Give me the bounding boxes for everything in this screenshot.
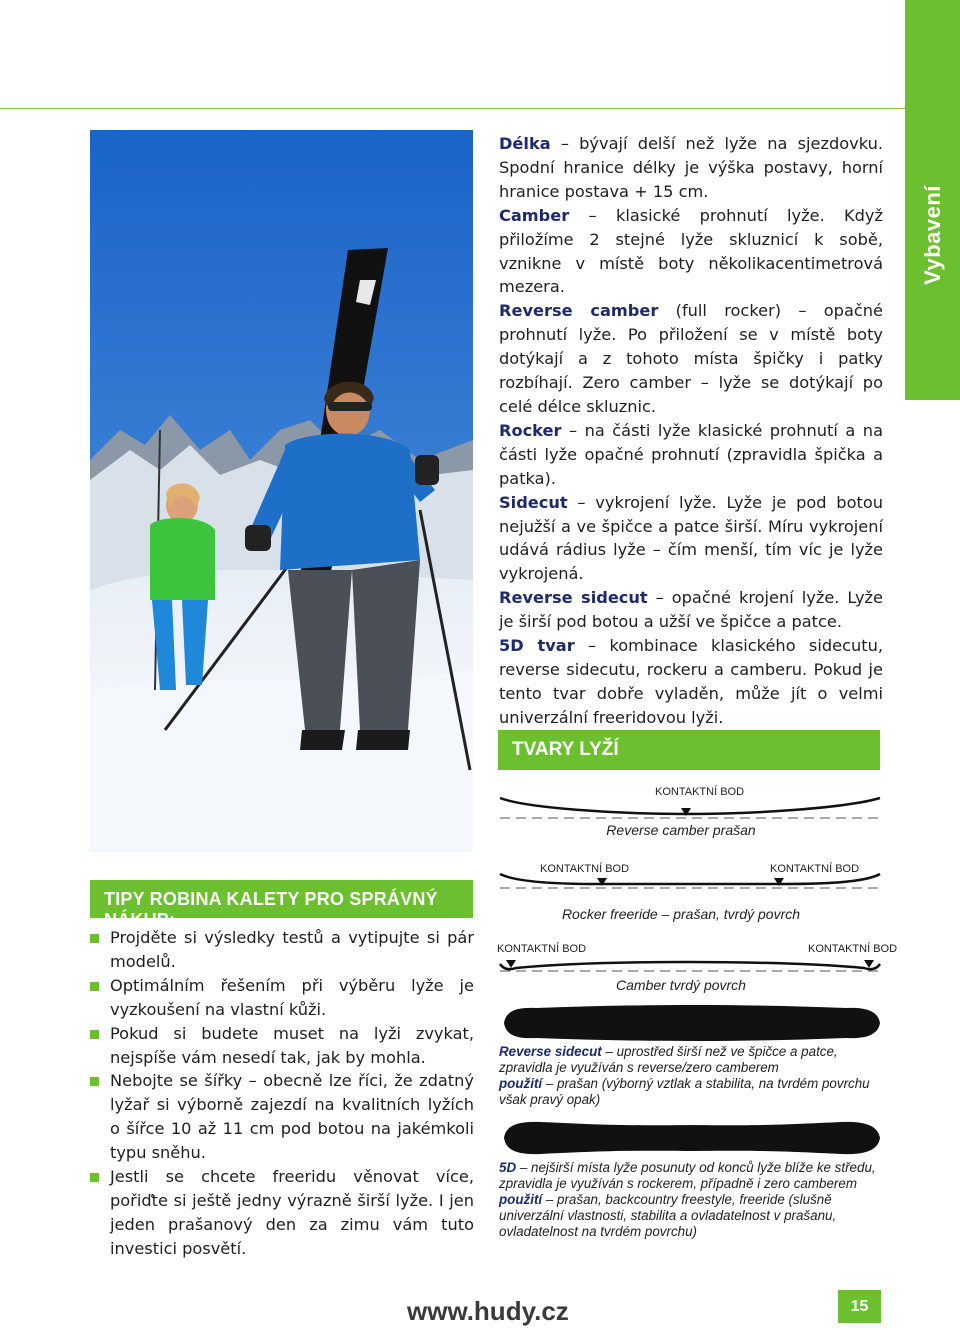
bullet-square-icon xyxy=(90,1030,99,1039)
term-sidecut: Sidecut xyxy=(499,492,568,512)
definition-sidecut xyxy=(499,491,883,587)
contact-point-label: KONTAKTNÍ BOD xyxy=(808,943,898,955)
term-reverse-camber: Reverse camber xyxy=(499,301,659,321)
reverse-sidecut-description xyxy=(499,1044,879,1108)
term-delka: Délka xyxy=(499,134,551,153)
term-reverse-sidecut: Reverse sidecut xyxy=(499,1044,602,1059)
definitions-column xyxy=(499,132,883,730)
tips-list xyxy=(90,926,474,1261)
definition-rocker xyxy=(499,419,883,491)
reverse-camber-caption: Reverse camber prašan xyxy=(606,822,756,838)
list-item xyxy=(90,1069,474,1165)
term-usage: použití xyxy=(499,1192,543,1207)
ski-profile xyxy=(500,874,880,884)
reverse-camber-diagram xyxy=(496,794,886,824)
term-5d: 5D tvar xyxy=(499,636,575,656)
ski-profile xyxy=(500,962,880,969)
contact-point-label: KONTAKTNÍ BOD xyxy=(770,863,860,875)
term-camber: Camber xyxy=(499,205,570,225)
tip-text: Nebojte se šířky – obecně lze říci, že zdatný lyžař si výborně zajezdí na kvalitních lyžích o šířce 10 až 11 cm pod botou na jakémkoli typu sněhu. xyxy=(110,1071,474,1163)
footer-url[interactable]: www.hudy.cz xyxy=(407,1296,569,1326)
section-heading: TVARY LYŽÍ xyxy=(512,739,619,760)
bullet-square-icon xyxy=(90,1077,99,1086)
definition-camber xyxy=(499,204,883,300)
definition-text: (full rocker) – opačné prohnutí lyže. Po přiložení se v místě boty dotýkají a z tohoto místa špičky i patky rozbíhají. Zero camber – lyže se dotýkají po celé délce skluznic. xyxy=(499,301,883,416)
definition-text: – bývají delší než lyže na sjezdovku. Spodní hranice délky je výška postavy, horní hranice postava + 15 cm. xyxy=(499,134,883,201)
contact-point-label: KONTAKTNÍ BOD xyxy=(540,863,630,875)
definition-text: – kombinace klasického sidecutu, reverse sidecutu, rockeru a camberu. Pokud je tento tvar dobře vyladěn, může jít o velmi univerzální freeridovou lyži. xyxy=(499,636,883,727)
term-rocker: Rocker xyxy=(499,420,562,440)
section-tab-label: Vybavení xyxy=(919,185,945,285)
definition-text: – vykrojení lyže. Lyže je pod botou nejužší a ve špičce a patce širší. Míru vykrojení udává rádius lyže – čím menší, tím víc je lyže vykrojená. xyxy=(499,492,883,584)
ski-outline xyxy=(504,1005,880,1041)
tips-heading-bar xyxy=(90,880,473,930)
description-text: – nejširší místa lyže posunuty od konců lyže blíže ke středu, zpravidla je využíván s rockerem, případně i zero camberem xyxy=(499,1160,876,1191)
definition-text: – na části lyže klasické prohnutí a na části lyže opačné prohnutí (zpravidla špička a patka). xyxy=(499,420,883,488)
header-rule xyxy=(0,108,905,109)
camber-caption: Camber tvrdý povrch xyxy=(616,977,746,993)
contact-point-marker xyxy=(506,960,516,968)
contact-point-label: KONTAKTNÍ BOD xyxy=(655,786,745,798)
reverse-sidecut-ski-shape xyxy=(496,1003,886,1043)
usage-text: – prašan (výborný vztlak a stabilita, na tvrdém povrchu však pravý opak) xyxy=(499,1076,870,1107)
list-item xyxy=(90,926,474,974)
tips-heading: TIPY ROBINA KALETY PRO SPRÁVNÝ NÁKUP: xyxy=(104,889,438,930)
description-text: – uprostřed širší než ve špičce a patce, zpravidla je využíván s reverse/zero camberem xyxy=(499,1044,838,1075)
definition-text: – opačné krojení lyže. Lyže je širší pod botou a užší ve špičce a patce. xyxy=(499,588,883,632)
tip-text: Jestli se chcete freeridu věnovat více, pořiďte si ještě jedny výrazně širší lyže. I jen jeden prašanový den za zimu vám tuto investici posvětí. xyxy=(110,1167,474,1258)
5d-description xyxy=(499,1160,879,1240)
tip-text: Pokud si budete muset na lyži zvykat, nejspíše vám nesedí tak, jak by mohla. xyxy=(110,1023,474,1067)
page-number: 15 xyxy=(838,1290,881,1323)
usage-text: – prašan, backcountry freestyle, freeride (slušně univerzální vlastnosti, stabilita a ovladatelnost v prašanu, ovladatelnost na tvrdém povrchu) xyxy=(499,1192,837,1239)
list-item xyxy=(90,1022,474,1070)
tip-text: Projděte si výsledky testů a vytipujte si pár modelů. xyxy=(110,928,474,971)
ski-profile xyxy=(500,798,880,814)
definition-reverse-camber xyxy=(499,299,883,419)
rocker-diagram xyxy=(496,872,886,892)
definition-length xyxy=(499,132,883,204)
definition-text: – klasické prohnutí lyže. Když přiložíme 2 stejné lyže skluznicí k sobě, vznikne v místě boty několikacentimetrová mezera. xyxy=(499,205,883,297)
definition-5d xyxy=(499,634,883,730)
5d-ski-shape xyxy=(496,1118,886,1158)
contact-point-label: KONTAKTNÍ BOD xyxy=(497,943,587,955)
term-5d: 5D xyxy=(499,1160,517,1175)
rocker-caption: Rocker freeride – prašan, tvrdý povrch xyxy=(561,906,801,922)
bullet-square-icon xyxy=(90,934,99,943)
bullet-square-icon xyxy=(90,982,99,991)
camber-diagram xyxy=(496,954,886,974)
definition-reverse-sidecut xyxy=(499,586,883,634)
section-tab xyxy=(905,0,960,400)
ski-outline xyxy=(504,1122,880,1154)
tip-text: Optimálním řešením při výběru lyže je vyzkoušení na vlastní kůži. xyxy=(110,975,474,1019)
section-heading-bar xyxy=(498,730,880,770)
term-usage: použití xyxy=(499,1076,543,1091)
list-item xyxy=(90,1165,474,1261)
list-item xyxy=(90,974,474,1022)
contact-point-marker xyxy=(864,960,874,968)
bullet-square-icon xyxy=(90,1173,99,1182)
ski-touring-photo xyxy=(90,130,473,852)
term-reverse-sidecut: Reverse sidecut xyxy=(499,588,648,608)
